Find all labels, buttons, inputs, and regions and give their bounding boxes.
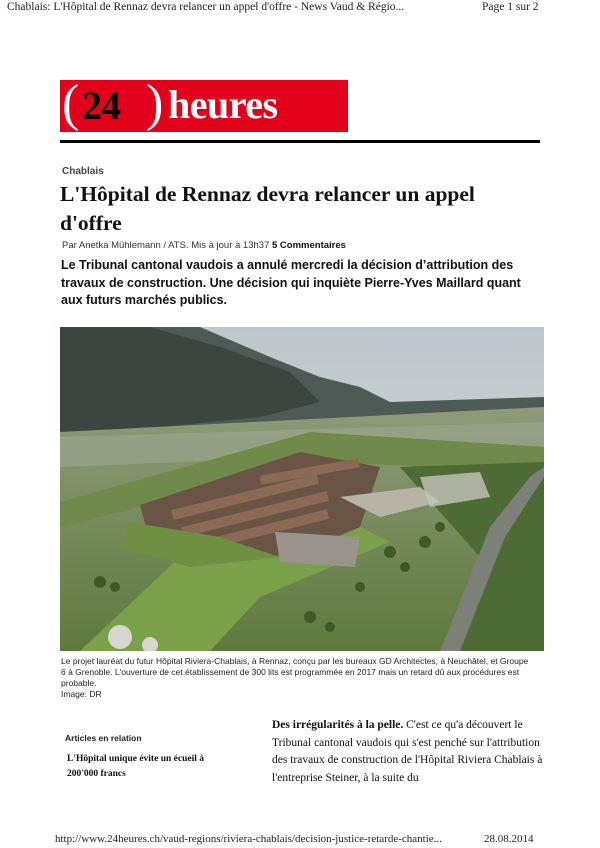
- print-footer-url[interactable]: http://www.24heures.ch/vaud-regions/riviera-chablais/decision-justice-retarde-chantie...: [55, 833, 442, 845]
- logo-word: heures: [168, 82, 278, 127]
- article-photo: [60, 327, 544, 651]
- article-byline: [62, 240, 346, 251]
- logo-number: 24: [82, 83, 120, 128]
- logo-open-paren: (: [62, 80, 80, 132]
- site-logo[interactable]: [60, 80, 348, 132]
- logo-close-paren: ): [146, 80, 164, 132]
- related-article-link[interactable]: L'Hôpital unique évite un écueil à 200'000 francs: [67, 754, 204, 779]
- byline-text: Par Anetka Mühlemann / ATS. Mis à jour à 13h37: [62, 240, 270, 251]
- print-footer-date: 28.08.2014: [484, 833, 534, 845]
- article-title: L'Hôpital de Rennaz devra relancer un appel d'offre: [60, 182, 475, 235]
- print-header-title: Chablais: L'Hôpital de Rennaz devra relancer un appel d'offre - News Vaud & Régio...: [7, 1, 405, 13]
- body-paragraph: C'est ce qu'a découvert le Tribunal cantonal vaudois qui s'est penché sur l'attribution des travaux de construction de l'Hôpital Riviera Chablais à l'entreprise Steiner, à la suite du: [272, 719, 543, 784]
- comments-link[interactable]: 5 Commentaires: [272, 240, 346, 251]
- photo-caption: [61, 656, 531, 700]
- body-lead-in: Des irrégularités à la pelle.: [272, 719, 404, 731]
- article-kicker[interactable]: Chablais: [62, 166, 104, 177]
- caption-text: Le projet lauréat du futur Hôpital Riviera-Chablais, à Rennaz, conçu par les bureaux GD Architectes, à Neuchâtel, et Groupe 6 à Grenoble. L'ouverture de cet établissement de 300 lits est programmée en 2017 mais un retard dû aux procédures est probable.: [61, 656, 529, 688]
- article-body: [272, 717, 547, 787]
- header-rule: [60, 140, 540, 143]
- image-credit: Image: DR: [61, 689, 102, 699]
- related-articles-heading: Articles en relation: [65, 733, 142, 743]
- article-lead: Le Tribunal cantonal vaudois a annulé mercredi la décision d’attribution des travaux de construction. Une décision qui inquiète Pierre-Yves Maillard quant aux futurs marchés publics.: [61, 258, 521, 307]
- print-header-page: Page 1 sur 2: [482, 1, 539, 13]
